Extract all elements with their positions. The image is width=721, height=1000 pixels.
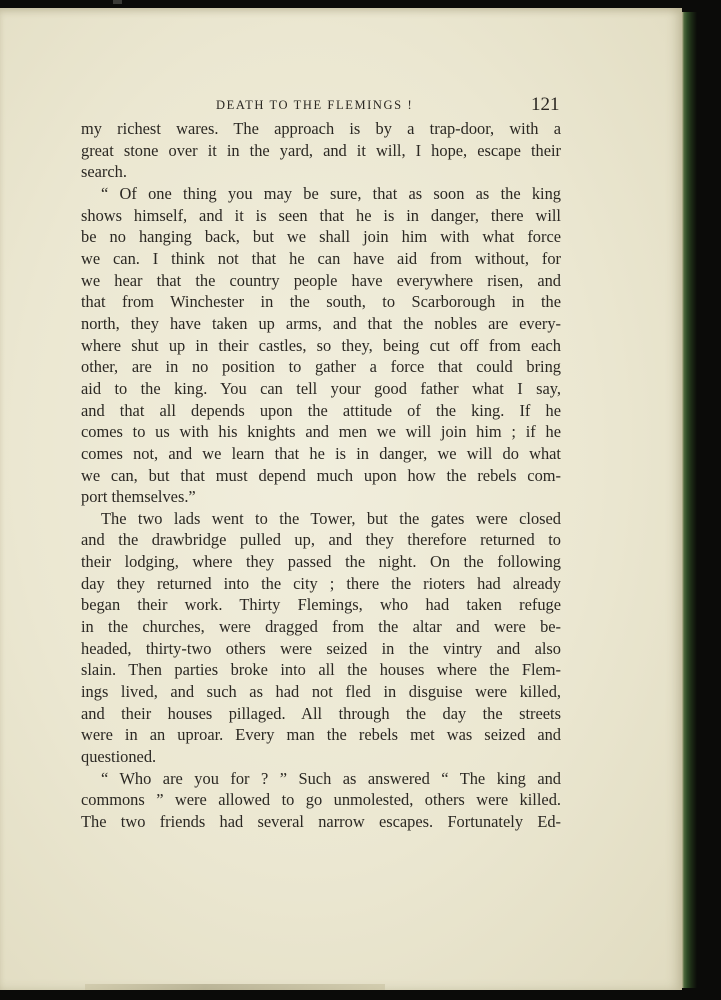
text-line: other, are in no position to gather a force that could bring — [81, 357, 561, 377]
text-line: north, they have taken up arms, and that the nobles are every- — [81, 313, 561, 333]
text-line: began their work. Thirty Flemings, who had taken refuge — [81, 595, 561, 615]
text-line: slain. Then parties broke into all the houses where the Flem- — [81, 660, 561, 680]
text-line: great stone over it in the yard, and it will, I hope, escape their — [81, 140, 561, 160]
text-line: be no hanging back, but we shall join him with what force — [81, 227, 561, 247]
text-line: The two friends had several narrow escapes. Fortunately Ed- — [81, 812, 561, 831]
text-line: that from Winchester in the south, to Scarborough in the — [81, 292, 561, 312]
text-line: The two lads went to the Tower, but the gates were closed — [101, 508, 561, 528]
text-line: and that all depends upon the attitude of the king. If he — [81, 400, 561, 420]
text-line: comes not, and we learn that he is in danger, we will do what — [81, 443, 561, 463]
text-line: comes to us with his knights and men we will join him ; if he — [81, 422, 561, 442]
text-line: search. — [81, 162, 127, 182]
text-line: port themselves.” — [81, 487, 196, 507]
running-title: DEATH TO THE FLEMINGS ! — [216, 98, 414, 112]
text-line: and their houses pillaged. All through the day the streets — [81, 703, 561, 723]
text-line: where shut up in their castles, so they, being cut off from each — [81, 335, 561, 355]
text-line: were in an uproar. Every man the rebels met was seized and — [81, 725, 561, 745]
scan-edge-mark — [113, 0, 122, 4]
text-line: aid to the king. You can tell your good father what I say, — [81, 378, 561, 398]
page-number: 121 — [531, 94, 560, 115]
text-line: commons ” were allowed to go unmolested, others were killed. — [81, 790, 561, 810]
text-line: day they returned into the city ; there the rioters had already — [81, 573, 561, 593]
text-line: “ Who are you for ? ” Such as answered “ The king and — [101, 768, 561, 788]
page-bottom-shadow — [85, 984, 385, 990]
text-line: in the churches, were dragged from the altar and were be- — [81, 617, 561, 637]
text-line: my richest wares. The approach is by a trap-door, with a — [81, 119, 561, 138]
text-line: and the drawbridge pulled up, and they therefore returned to — [81, 530, 561, 550]
text-line: ings lived, and such as had not fled in disguise were killed, — [81, 682, 561, 702]
text-line: their lodging, where they passed the night. On the following — [81, 552, 561, 572]
body-text — [81, 118, 561, 833]
text-line: shows himself, and it is seen that he is in danger, there will — [81, 205, 561, 225]
text-line: “ Of one thing you may be sure, that as soon as the king — [101, 183, 561, 203]
running-head — [0, 94, 682, 118]
text-line: headed, thirty-two others were seized in the vintry and also — [81, 638, 561, 658]
text-line: questioned. — [81, 747, 157, 767]
text-line: we can, but that must depend much upon how the rebels com- — [81, 465, 561, 485]
text-line: we hear that the country people have everywhere risen, and — [81, 270, 561, 290]
text-line: we can. I think not that he can have aid from without, for — [81, 248, 561, 268]
